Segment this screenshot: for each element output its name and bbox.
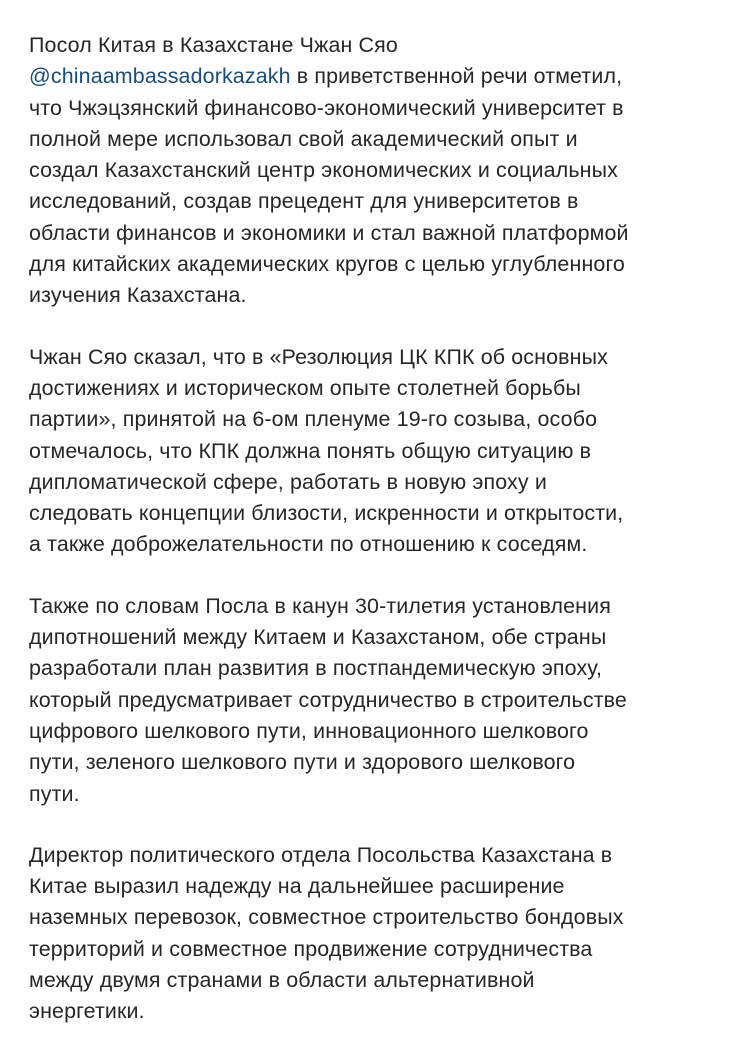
caption-line: [29, 218, 730, 249]
caption-text: который предусматривает сотрудничество в строительстве: [29, 687, 627, 712]
caption-line: [29, 653, 730, 684]
caption-paragraph: [29, 840, 730, 1028]
caption-line: [29, 342, 730, 373]
caption-paragraph: [29, 591, 730, 810]
caption-text: достижениях и историческом опыте столетней борьбы: [29, 375, 581, 400]
caption-text: следовать концепции близости, искренности и открытости,: [29, 501, 624, 526]
caption-line: [29, 93, 730, 124]
caption-line: [29, 779, 730, 810]
caption-line: [29, 622, 730, 653]
caption-text: Также по словам Посла в канун 30-тилетия установления: [29, 593, 611, 618]
caption-text: Китае выразил надежду на дальнейшее расширение: [29, 874, 565, 899]
caption-line: [29, 155, 730, 186]
caption-text: наземных перевозок, совместное строительство бондовых: [29, 905, 624, 930]
caption-text: Директор политического отдела Посольства Казахстана в: [29, 842, 613, 867]
caption-text: пути, зеленого шелкового пути и здорового шелкового: [29, 750, 576, 775]
caption-line: [29, 280, 730, 311]
caption-text: что Чжэцзянский финансово-экономический университет в: [29, 95, 624, 120]
caption-line: [29, 186, 730, 217]
caption-text: в приветственной речи отметил,: [290, 64, 623, 89]
caption-text: территорий и совместное продвижение сотрудничества: [29, 936, 593, 961]
caption-text: а также доброжелательности по отношению к соседям.: [29, 532, 588, 557]
caption-text: партии», принятой на 6-ом пленуме 19-го созыва, особо: [29, 407, 598, 432]
caption-text: полной мере использовал свой академический опыт и: [29, 126, 578, 151]
caption-line: [29, 996, 730, 1027]
caption-line: [29, 61, 730, 92]
caption-text: цифрового шелкового пути, инновационного шелкового: [29, 718, 589, 743]
caption-text: изучения Казахстана.: [29, 283, 247, 308]
caption-text: Посол Китая в Казахстане Чжан Сяо: [29, 33, 398, 57]
caption-line: [29, 404, 730, 435]
caption-line: [29, 840, 730, 871]
caption-text: дипотношений между Китаем и Казахстаном, обе страны: [29, 625, 607, 650]
caption-line: [29, 30, 730, 61]
caption-line: [29, 498, 730, 529]
caption-text: энергетики.: [29, 999, 145, 1024]
caption-text: отмечалось, что КПК должна понять общую ситуацию в: [29, 438, 592, 463]
caption-paragraph: [29, 342, 730, 561]
caption-line: [29, 716, 730, 747]
caption-paragraph: [29, 30, 730, 312]
mention-link[interactable]: @chinaambassadorkazakh: [29, 64, 291, 89]
caption-line: [29, 436, 730, 467]
caption-line: [29, 467, 730, 498]
caption-line: [29, 124, 730, 155]
caption-line: [29, 965, 730, 996]
caption-text: Чжан Сяо сказал, что в «Резолюция ЦК КПК об основных: [29, 344, 608, 369]
caption-line: [29, 747, 730, 778]
caption-text: дипломатической сфере, работать в новую эпоху и: [29, 469, 547, 494]
caption-line: [29, 934, 730, 965]
caption-text: исследований, создав прецедент для университетов в: [29, 189, 579, 214]
caption-line: [29, 373, 730, 404]
caption-line: [29, 529, 730, 560]
caption-text: для китайских академических кругов с целью углубленного: [29, 252, 625, 277]
caption-line: [29, 902, 730, 933]
caption-line: [29, 685, 730, 716]
caption-text: пути.: [29, 781, 80, 806]
caption-text: создал Казахстанский центр экономических и социальных: [29, 158, 618, 183]
caption-text: разработали план развития в постпандемическую эпоху,: [29, 656, 603, 681]
caption-text: области финансов и экономики и стал важной платформой: [29, 220, 629, 245]
caption-text: между двумя странами в области альтернативной: [29, 968, 535, 993]
caption-line: [29, 871, 730, 902]
caption-line: [29, 249, 730, 280]
caption-line: [29, 591, 730, 622]
